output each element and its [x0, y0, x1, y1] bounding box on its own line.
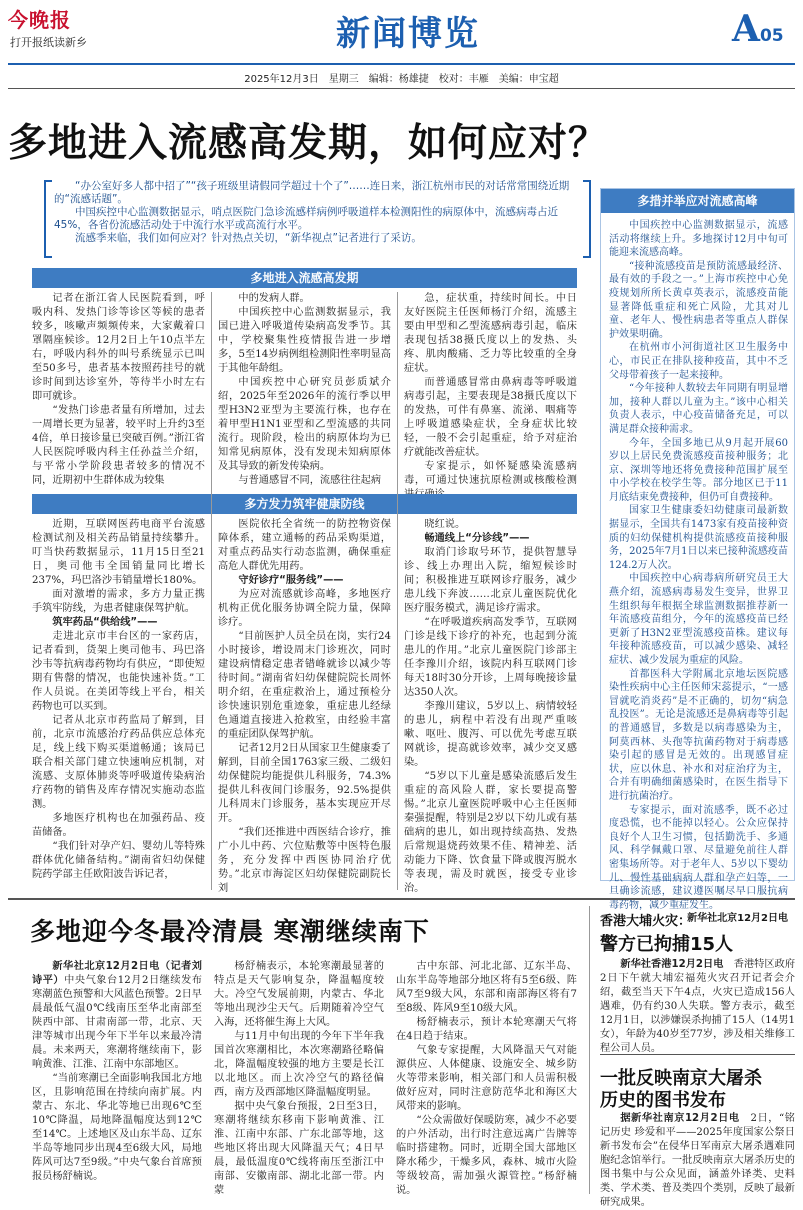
s2-column-1 — [32, 518, 205, 890]
paragraph: 中国疾控中心监测数据显示，我国已进入呼吸道传染病高发季节。其中，学校聚集性疫情报告进一步增多，5至14岁病例组检测阳性率明显高于其他年龄组。 — [218, 307, 391, 374]
page-letter: A — [732, 8, 760, 50]
paragraph: 杨舒楠表示，预计本轮寒潮天气将在4日趋于结束。 — [396, 1017, 577, 1042]
paragraph: 记者在浙江省人民医院看到，呼吸内科、发热门诊等诊区等候的患者较多，咳嗽声频频传来，大家戴着口罩隔座候诊。12月2日上午10点半左右，呼吸内科外的叫号系统显示已叫至50多号，患者基本按照药挂号的就诊时间到达诊室外，等待半小时左右即可就诊。 — [32, 293, 205, 402]
main-headline: 多地进入流感高发期，如何应对？ — [8, 121, 609, 166]
paragraph: 首都医科大学附属北京地坛医院感染性疾病中心主任医师宋蕊提示，“一感冒就吃消炎药”是不正确的，切勿“病急乱投医”。无论是流感还是鼻病毒等引起的普通感冒，多数是以病毒感染为主，阿莫西林、头孢等抗菌药物对于病毒感染引起的感冒是无效的。出现感冒症状，应以休息、补水和对症治疗为主，合并有明确细菌感染时，在医生指导下进行抗菌治疗。 — [609, 668, 788, 802]
paragraph — [32, 960, 202, 1072]
paragraph: 专家提示，面对流感季，既不必过度恐慌，也不能掉以轻心。公众应保持良好个人卫生习惯，包括勤洗手、多通风、科学佩戴口罩、尽量避免前往人群密集场所等。对于老年人、5岁以下婴幼儿、慢性基础病病人群和孕产妇等，一旦确诊流感，建议遵医嘱尽早口服抗病毒药物，减少重症发生。 — [609, 804, 788, 911]
paragraph: “我们还推进中西医结合诊疗，推广小儿中药、穴位贴敷等中医特色服务，充分发挥中西医协同治疗优势。”北京市海淀区妇幼保健院副院长刘 — [218, 827, 391, 894]
brief-title: 历史的图书发布 — [600, 1090, 726, 1111]
paragraph-text: 香港特区政府2日下午就大埔宏福苑火灾召开记者会介绍，截至当天下午4点，火灾已造成156人遇难，仍有约30人失联。警方表示，截至12月1日，以涉嫌误杀拘捕了15人（14男1女），年龄为40岁至77岁，涉及相关维修工程公司人员。 — [600, 959, 796, 1054]
lead-paragraph: 中国疾控中心监测数据显示，哨点医院门急诊流感样病例呼吸道样本检测阳性的病原体中，流感病毒占近45%，各省份流感活动处于中流行水平或高流行水平。 — [54, 206, 558, 231]
paragraph-text: 2日，“铭记历史 珍爱和平——2025年度国家公祭日新书发布会”在侵华日军南京大屠杀遇难同胞纪念馆举行。一批反映南京大屠杀历史的图书集中与公众见面，涵盖外译类、史料类、学术类、普及类四个类别，反映了最新研究成果。 — [600, 1113, 795, 1208]
paragraph: “接种流感疫苗是预防流感最经济、最有效的手段之一。”上海市疾控中心免疫规划所所长黄卓英表示，流感疫苗能显著降低重症和死亡风险，尤其对儿童、老年人、慢性病患者等重点人群保护效果明确。 — [609, 260, 788, 340]
masthead-rule — [8, 63, 795, 65]
brief-kicker: 香港大埔火灾： — [600, 914, 692, 929]
cold-wave-headline: 多地迎今冬最冷清晨 寒潮继续南下 — [30, 917, 430, 946]
sidebar-sign: 新华社北京12月2日电 — [687, 913, 788, 925]
dateline: 据新华社南京12月2日电 — [620, 1113, 740, 1124]
paragraph: 今年，全国多地已从9月起开展60岁以上居民免费流感疫苗接种服务；北京、深圳等地还将免费接种范围扩展至中小学校在校学生等。部分地区已于11月底结束免费接种，但仍可自费接种。 — [609, 437, 788, 503]
subheading: 守好诊疗“服务线”—— — [238, 575, 344, 586]
lead-paragraph: “办公室好多人都中招了”“孩子班级里请假同学超过十个了”……连日来，浙江杭州市民的对话常常围绕近期的“流感话题”。 — [54, 180, 570, 205]
hk-fire-brief — [600, 958, 796, 1054]
s1-column-2 — [218, 292, 391, 487]
paragraph: 急，症状重，持续时间长。中日友好医院主任医师杨汀介绍，流感主要由甲型和乙型流感病毒引起，临床表现包括38摄氏度以上的发热、头疼、肌肉酸痛、乏力等比较重的全身症状。 — [404, 293, 577, 374]
section-bar-flu-peak: 多地进入流感高发期 — [32, 268, 577, 288]
paragraph: “5岁以下儿童是感染流感后发生重症的高风险人群，家长要提高警惕。”北京儿童医院呼吸中心主任医师秦强提醒，特别是2岁以下幼儿或有基础病的患儿，如出现持续高热、发热后常规退烧药效果不佳、精神差、活动能力下降、饮食量下降或腹泻脱水等表现，需及时就医，接受专业诊治。 — [404, 771, 577, 894]
paragraph: 中的发病人群。 — [238, 293, 310, 304]
info-rule — [8, 88, 795, 89]
s2-column-3 — [404, 518, 577, 894]
paragraph: 近期，互联网医药电商平台流感检测试剂及相关药品销量持续攀升。叮当快药数据显示，11月15日至21日，奥司他韦全国销量同比增长237%，玛巴洛沙韦销量增长180%。 — [32, 519, 205, 586]
issue-info: 2025年12月3日 星期三 编辑：杨雄捷 校对：丰雁 美编：申宝超 — [244, 74, 559, 85]
paragraph: 晓红说。 — [424, 519, 466, 530]
section-title: 新闻博览 — [336, 14, 480, 54]
paragraph: 医院依托全省统一的防控物资保障体系，建立通畅的药品采购渠道，对重点药品实行动态监测，确保重症高危人群优先用药。 — [218, 519, 391, 572]
paragraph: 走进北京市丰台区的一家药店，记者看到，货架上奥司他韦、玛巴洛沙韦等抗病毒药物均有供应，“即使短期有售罄的情况，也能快速补货。”工作人员说。在美团等线上平台，相关药物也可以买到。 — [32, 631, 205, 712]
paragraph: “我们针对孕产妇、婴幼儿等特殊群体优化储备结构。”湖南省妇幼保健院药学部主任欧阳波告诉记者， — [32, 841, 205, 880]
paragraph: 杨舒楠表示，本轮寒潮最显著的特点是天气影响复杂，降温幅度较大。冷空气发展前期，内蒙古、华北等地出现沙尘天气。后期随着冷空气入海，还将催生海上大风。 — [214, 961, 384, 1028]
subheading: 畅通线上“分诊线”—— — [424, 533, 530, 544]
paragraph: 中国疾控中心病毒病所研究员王大燕介绍，流感病毒易发生变异，世界卫生组织每年根据全球监测数据推荐新一年流感疫苗组分，今年的流感疫苗已经更新了H3N2亚型流感疫苗株。建议每年接种流感疫苗，可以减少感染、减轻症状、减少发展为重症的风险。 — [609, 573, 788, 666]
paragraph — [600, 958, 795, 1056]
column-divider — [397, 292, 398, 890]
subheading: 筑牢药品“供给线”—— — [52, 617, 158, 628]
paragraph: 与11月中旬出现的今年下半年我国首次寒潮相比，本次寒潮路径略偏北，降温幅度较强的地方主要是长江以北地区。而上次冷空气的路径偏西，南方及西部地区降温幅度明显。 — [214, 1031, 384, 1098]
cold-wave-column-3 — [396, 960, 577, 1196]
s1-column-1 — [32, 292, 205, 487]
brief-divider — [600, 1054, 795, 1055]
brief-title: 一批反映南京大屠杀 — [600, 1068, 762, 1089]
paragraph: 国家卫生健康委妇幼健康司最新数据显示，全国共有1473家有疫苗接种资质的妇幼保健机构提供流感疫苗接种服务，2025年7月1日以来已接种流感疫苗124.2万人次。 — [609, 505, 788, 571]
dateline: 新华社北京12月2日电（记者刘诗平） — [32, 961, 202, 986]
lead-bracket-right — [583, 180, 591, 258]
paragraph: “今年接种人数较去年同期有明显增加，接种人群以儿童为主。”该中心相关负责人表示，中心疫苗储备充足，可以满足群众接种需求。 — [609, 383, 788, 435]
sidebar-title: 多措并举应对流感高峰 — [601, 189, 794, 213]
paragraph: 据中央气象台预报，2日至3日，寒潮将继续东移南下影响黄淮、江淮、江南中东部、广东北部等地，这些地区将出现大风降温天气；4日早晨，最低温度0℃线将南压至浙江中南部、安徽南部、湖北北部一带。内蒙 — [214, 1101, 384, 1196]
paragraph: 记者12月2日从国家卫生健康委了解到，目前全国1763家三级、二级妇幼保健院均能提供儿科服务，74.3%提供儿科夜间门诊服务，92.5%提供儿科周末门诊服务，基本实现应开尽开。 — [218, 743, 391, 824]
section-bar-health-defense: 多方发力筑牢健康防线 — [32, 494, 577, 514]
paragraph: “发热门诊患者量有所增加，过去一周增长更为显著，较平时上升约3至4倍，单日接诊量已突破百例。”浙江省人民医院呼吸内科主任孙益兰介绍，与平常小学阶段患者较多的情况不同，近期初中生群体成为较集 — [32, 405, 205, 486]
lead-bracket-left — [44, 180, 52, 258]
page-number: 05 — [759, 26, 784, 46]
paragraph: 而普通感冒常由鼻病毒等呼吸道病毒引起，主要表现是38摄氏度以下的发热，可伴有鼻塞、流涕、咽痛等上呼吸道感染症状，全身症状比较轻，一般不会引起重症，给予对症治疗就能改善症状。 — [404, 377, 577, 458]
brief-title: 警方已拘捕15人 — [600, 934, 734, 955]
lead-paragraph: 流感季来临，我们如何应对？针对热点关切，“新华视点”记者进行了采访。 — [75, 232, 422, 244]
paragraph: 气象专家提醒，大风降温天气对能源供应、人体健康、设施安全、城乡防火等带来影响，相关部门和人员需积极做好应对，同时注意防范华北和海区大风带来的影响。 — [396, 1045, 577, 1112]
column-divider — [589, 906, 590, 1194]
paragraph: “目前医护人员全员在岗，实行24小时接诊，增设周末门诊班次，同时建设病情稳定患者错峰就诊以减少等待时间。”湖南省妇幼保健院院长周怀明介绍，在重症救治上，通过预检分诊快速识别危重迹象，重症患儿经绿色通道直接进入抢救室，由经验丰富的重症团队保驾护航。 — [218, 631, 391, 740]
section-divider — [8, 898, 795, 900]
paragraph: 多地医疗机构也在加强药品、疫苗储备。 — [32, 813, 205, 838]
s2-column-2 — [218, 518, 391, 894]
cold-wave-column-2 — [214, 960, 384, 1196]
page-code — [732, 8, 784, 50]
paragraph: “在呼吸道疾病高发季节，互联网门诊是线下诊疗的补充，也起到分流患儿的作用。”北京儿童医院门诊部主任李豫川介绍，该院内科互联网门诊每天18时30分开诊，上周每晚接诊量达350人次。 — [404, 617, 577, 698]
paragraph — [600, 1112, 795, 1210]
paragraph-text: 中央气象台12月2日继续发布寒潮蓝色预警和大风蓝色预警。2日早晨最低气温0℃线南压至华北南部至陕西中部、甘肃南部一带，北京、天津等城市出现今年下半年以来最冷清晨。未来两天，寒潮将继续南下，影响黄淮、江淮、江南中东部地区。 — [32, 975, 202, 1070]
paragraph: 李豫川建议，5岁以上、病情较轻的患儿，病程中若没有出现严重咳嗽、呕吐、腹泻、可以优先考虑互联网就诊，提高就诊效率，减少交叉感染。 — [404, 701, 577, 768]
nanjing-book-brief — [600, 1112, 795, 1208]
newspaper-slogan: 打开报纸读新乡 — [10, 36, 87, 49]
column-divider — [211, 292, 212, 890]
paragraph: “当前寒潮已全面影响我国北方地区，且影响范围在持续向南扩展。内蒙古、东北、华北等地已出现6℃至10℃降温，局地降温幅度达到12℃至14℃。上述地区及山东半岛、辽东半岛等地同步出现4至6级大风，局地阵风可达7至9级。”中央气象台首席预报员杨舒楠说。 — [32, 1073, 202, 1182]
paragraph: 为应对流感就诊高峰，多地医疗机构正优化服务协调全院力量，保障诊疗。 — [218, 589, 391, 628]
dateline: 新华社香港12月2日电 — [620, 959, 724, 970]
paragraph: 面对激增的需求，多方力量正携手筑牢防线，为患者健康保驾护航。 — [32, 589, 205, 614]
masthead — [0, 0, 803, 64]
paragraph: 记者从北京市药监局了解到，目前，北京市流感治疗药品供应总体充足，线上线下购买渠道畅通；该局已联合相关部门建立快速响应机制，对流感、支原体肺炎等呼吸道传染病治疗药物的销售及库存情况实施动态监测。 — [32, 715, 205, 810]
paragraph: 专家提示，如怀疑感染流感病毒，可通过快速抗原检测或核酸检测 — [404, 461, 577, 486]
paragraph: 在杭州市小河街道社区卫生服务中心，市民正在排队接种疫苗，其中不乏父母带着孩子一起来接种。 — [609, 342, 788, 381]
paragraph: 中国疾控中心监测数据显示，流感活动将继续上升。多地探讨12月中旬可能迎来流感高峰。 — [609, 220, 788, 259]
s1-column-3 — [404, 292, 577, 487]
lead-box — [54, 180, 581, 258]
paragraph: 古中东部、河北北部、辽东半岛、山东半岛等地部分地区将有5至6级、阵风7至9级大风，东部和南部海区将有7至8级、阵风9至10级大风。 — [396, 961, 577, 1014]
paragraph: 取消门诊取号环节，提供智慧导诊、线上办理出入院，缩短候诊时间；积极推进互联网诊疗服务，减少患儿线下奔波……北京儿童医院优化医疗服务模式，满足诊疗需求。 — [404, 547, 577, 614]
paragraph: 中国疾控中心研究员彭质斌介绍，2025年至2026年的流行季以甲型H3N2亚型为主要流行株，也存在着甲型H1N1亚型和乙型流感的共同流行。现阶段，检出的病原体均为已知常见病原体，没有发现未知病原体及其导致的新发传染病。 — [218, 377, 391, 472]
cold-wave-column-1 — [32, 960, 202, 1192]
newspaper-logo: 今晚报 — [8, 8, 71, 32]
paragraph: 与普通感冒不同，流感往往起病 — [238, 475, 382, 486]
paragraph: “公众需做好保暖防寒，减少不必要的户外活动，出行时注意远离广告牌等临时搭建物。同时，近期全国大部地区降水稀少，干燥多风，森林、城市火险等级较高，需加强火源管控。”杨舒楠说。 — [396, 1115, 577, 1196]
